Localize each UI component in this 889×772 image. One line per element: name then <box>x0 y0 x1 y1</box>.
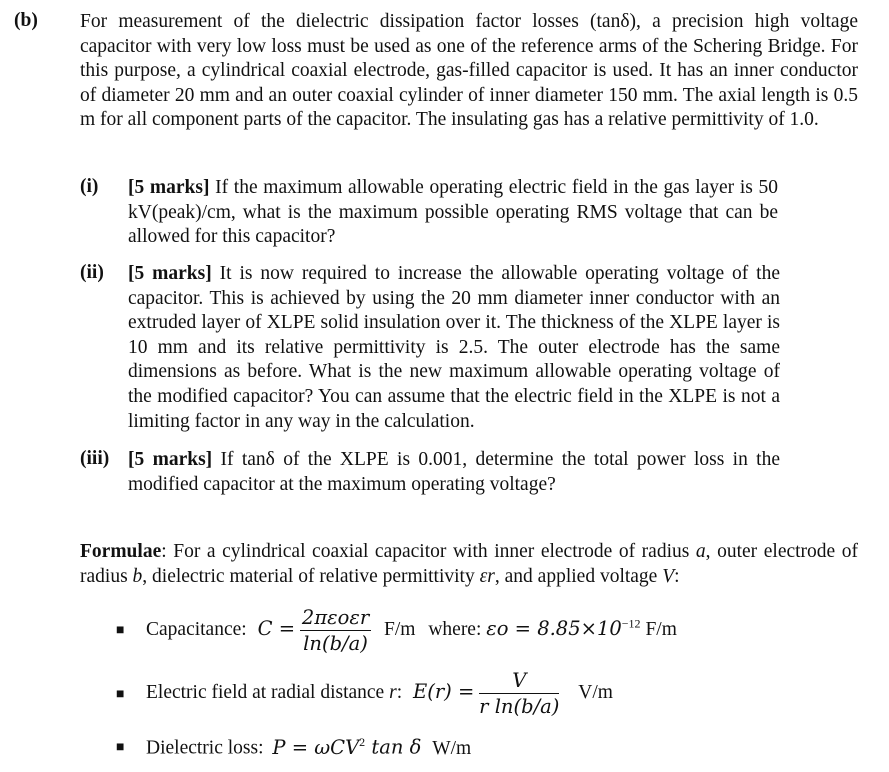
question-number: (ii) <box>80 262 104 283</box>
question-marks: [5 marks] <box>128 263 212 284</box>
formula-lhs: C = <box>257 616 296 640</box>
intro-paragraph: For measurement of the dielectric dissipation factor losses (tanδ), a precision high voltage capacitor with very low loss must be used as one of the reference arms of the Schering Bridge. For this purpose, a cylindrical coaxial electrode, gas-filled capacitor is used. It has an inner conductor of diameter 20 mm and an outer coaxial cylinder of inner diameter 150 mm. The axial length is 0.5 m for all component parts of the capacitor. The insulating gas has a relative permittivity of 1.0. <box>80 11 858 131</box>
question-text <box>128 262 780 434</box>
formulae-text: , outer electrode of radius <box>80 541 859 587</box>
formula-dielectric-loss <box>146 735 471 760</box>
formula-unit: F/m <box>384 618 416 640</box>
question-number: (iii) <box>80 448 110 469</box>
formula-label: Electric field at radial distance <box>146 681 385 703</box>
var-epsilon: εr <box>479 565 495 587</box>
question-marks: [5 marks] <box>128 449 213 470</box>
formulae-text: : For a cylindrical coaxial capacitor with inner electrode of radius <box>161 541 696 562</box>
formula-electric-field <box>146 669 613 718</box>
question-text <box>128 176 778 250</box>
formula-lhs: E(r) = <box>412 679 475 703</box>
fraction-denominator: ln(b/a) <box>303 632 368 655</box>
formulae-heading: Formulae <box>80 541 162 562</box>
formula-label: Capacitance: <box>146 618 247 640</box>
var-b: b <box>132 565 143 587</box>
formulae-text: : <box>674 565 680 587</box>
bullet-icon: ■ <box>116 687 125 702</box>
question-text <box>128 448 780 497</box>
fraction-numerator: V <box>479 669 559 694</box>
var-a: a <box>695 541 706 562</box>
question-body: If tanδ of the XLPE is 0.001, determine the total power loss in the modified capacitor at the maximum operating voltage? <box>128 449 780 495</box>
formula-expr: P = ωCV <box>272 735 360 759</box>
question-marks: [5 marks] <box>128 177 210 198</box>
question-body: If the maximum allowable operating electric field in the gas layer is 50 kV(peak)/cm, what is the maximum possible operating RMS voltage that can be allowed for this capacitor? <box>128 177 779 248</box>
formula-unit: V/m <box>578 681 613 703</box>
var-r: r <box>389 681 397 703</box>
formula-exponent: 2 <box>359 735 366 749</box>
formula-fraction <box>300 606 371 655</box>
var-v: V <box>662 565 675 587</box>
question-number: (i) <box>80 176 99 197</box>
formula-fraction <box>479 669 559 718</box>
fraction-numerator: 2πεoεr <box>301 606 370 629</box>
formula-label: Dielectric loss: <box>146 737 264 759</box>
formula-where-label: where: <box>428 618 482 640</box>
formula-exponent: −12 <box>621 616 641 631</box>
formula-colon: : <box>396 681 403 703</box>
formula-expr-tail: tan δ <box>365 735 422 759</box>
formula-unit: W/m <box>432 737 472 759</box>
formulae-intro <box>80 540 858 589</box>
formula-capacitance <box>146 606 677 655</box>
formula-where-unit: F/m <box>645 618 677 640</box>
bullet-icon: ■ <box>116 623 125 638</box>
fraction-denominator: r ln(b/a) <box>479 695 560 718</box>
formulae-text: , and applied voltage <box>494 565 663 587</box>
formulae-text: , dielectric material of relative permittivity <box>142 565 480 587</box>
part-label: (b) <box>14 10 38 31</box>
bullet-icon: ■ <box>116 740 125 755</box>
question-body: It is now required to increase the allowable operating voltage of the capacitor. This is achieved by using the 20 mm diameter inner conductor with an extruded layer of XLPE solid insulation over it. The thickness of the XLPE layer is 10 mm and its relative permittivity is 2.5. The outer electrode has the same dimensions as before. What is the new maximum allowable operating voltage of the modified capacitor? You can assume that the electric field in the XLPE is not a limiting factor in any way in the calculation. <box>128 263 781 432</box>
formula-where-expr: εo = 8.85×10 <box>486 616 622 640</box>
